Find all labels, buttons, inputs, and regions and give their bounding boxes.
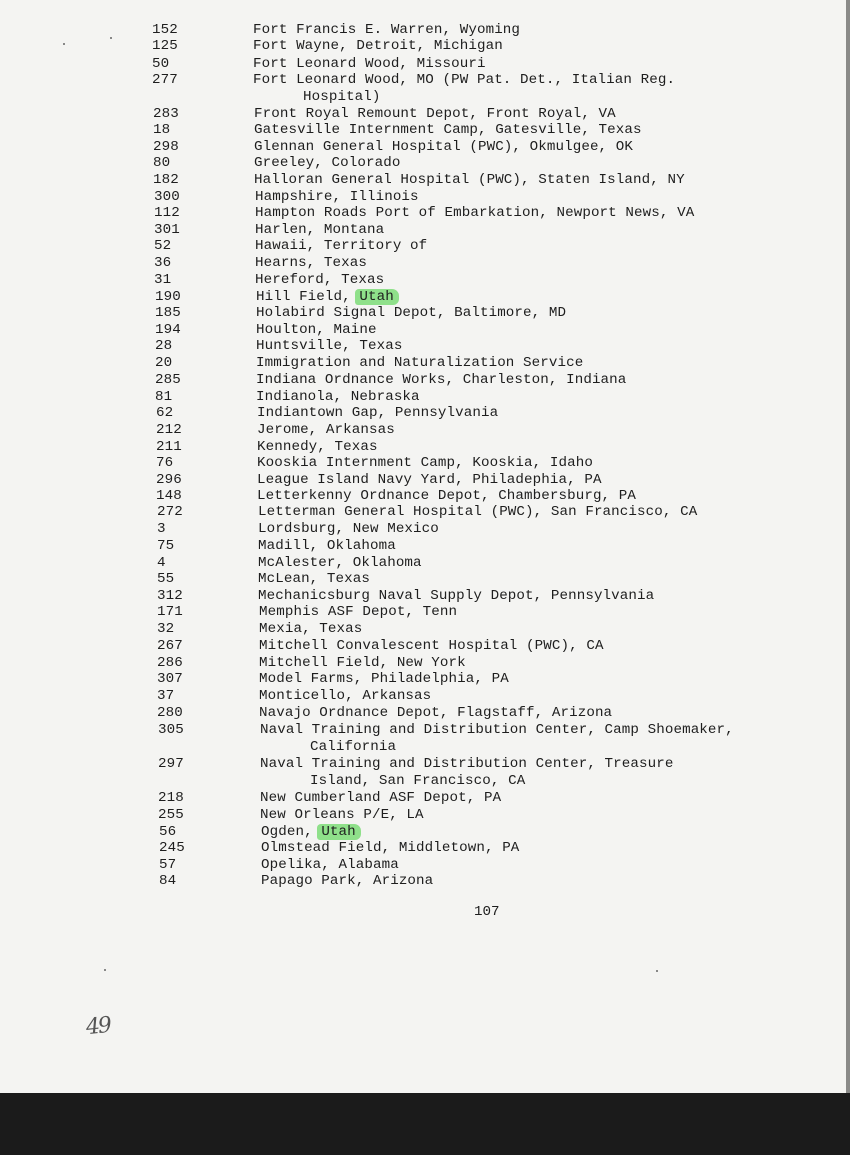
entry-location-text: Letterman General Hospital (PWC), San Francisco, CA: [258, 504, 698, 520]
entry-location: [254, 106, 616, 123]
entry-location: [258, 521, 439, 538]
entry-location-text: Gatesville Internment Camp, Gatesville, Texas: [254, 122, 642, 138]
entry-location: [258, 571, 370, 588]
entry-location-text: Fort Leonard Wood, Missouri: [253, 56, 486, 72]
entry-code: 52: [154, 238, 172, 254]
entry-location-text: Front Royal Remount Depot, Front Royal, VA: [254, 106, 616, 122]
entry-code: 245: [159, 840, 185, 856]
entry-code: 285: [155, 372, 181, 388]
entry-location: [255, 205, 694, 222]
entry-code: 112: [154, 205, 180, 221]
entry-location: [259, 705, 612, 722]
entry-location: [258, 555, 422, 572]
entry-code: 194: [155, 322, 181, 338]
entry-location: [260, 807, 424, 824]
entry-code: 62: [156, 405, 174, 421]
entry-code: 18: [153, 122, 171, 138]
entry-location-text: Opelika, Alabama: [261, 857, 399, 873]
entry-location: [259, 688, 431, 705]
scanner-border: [0, 1093, 850, 1155]
entry-location: [254, 172, 685, 189]
entry-location-text: Mitchell Convalescent Hospital (PWC), CA: [259, 638, 604, 654]
entry-location: [253, 22, 520, 39]
entry-location-text: Naval Training and Distribution Center, Treasure: [260, 756, 674, 772]
entry-location: [255, 272, 384, 289]
scan-speck: [63, 43, 65, 45]
entry-code: 148: [156, 488, 182, 504]
entry-location-text: Navajo Ordnance Depot, Flagstaff, Arizona: [259, 705, 613, 721]
entry-code: 4: [157, 555, 166, 571]
entry-code: 300: [154, 189, 180, 205]
entry-code: 298: [153, 139, 179, 155]
entry-code: 20: [155, 355, 173, 371]
entry-code: 80: [153, 155, 171, 171]
entry-code: 56: [159, 824, 177, 840]
entry-code: 36: [154, 255, 172, 271]
entry-code: 280: [157, 705, 183, 721]
entry-code: 296: [156, 472, 182, 488]
entry-code: 218: [158, 790, 184, 806]
entry-location: [255, 222, 384, 239]
entry-location-text: Kooskia Internment Camp, Kooskia, Idaho: [257, 455, 593, 471]
entry-location: [255, 255, 367, 272]
entry-code: 185: [155, 305, 181, 321]
entry-location-text: Halloran General Hospital (PWC), Staten Island, NY: [254, 172, 685, 188]
entry-location-text: Hampton Roads Port of Embarkation, Newport News, VA: [255, 205, 695, 221]
entry-location-text: Fort Leonard Wood, MO (PW Pat. Det., Italian Reg.: [253, 72, 676, 88]
entry-location: [259, 604, 457, 621]
entry-location-text: Ogden,: [261, 824, 313, 840]
entry-location-text: Holabird Signal Depot, Baltimore, MD: [256, 305, 567, 321]
entry-location-text: New Cumberland ASF Depot, PA: [260, 790, 502, 806]
page-edge: [846, 0, 850, 1093]
entry-location: [261, 824, 361, 841]
entry-location: [259, 655, 466, 672]
entry-code: 171: [157, 604, 183, 620]
entry-location: [257, 488, 636, 505]
scan-speck: [656, 970, 658, 972]
entry-location: [257, 405, 498, 422]
page-number: 107: [474, 904, 500, 920]
entry-location: [256, 389, 420, 406]
entry-code: 277: [152, 72, 178, 88]
entry-code: 31: [154, 272, 172, 288]
entry-location-text: Harlen, Montana: [255, 222, 385, 238]
entry-location-continuation: Island, San Francisco, CA: [310, 773, 526, 789]
entry-code: 76: [156, 455, 174, 471]
entry-location: [257, 439, 378, 456]
entry-code: 301: [154, 222, 180, 238]
entry-code: 57: [159, 857, 177, 873]
entry-location-text: New Orleans P/E, LA: [260, 807, 424, 823]
entry-location-text: Memphis ASF Depot, Tenn: [259, 604, 458, 620]
entry-code: 286: [157, 655, 183, 671]
entry-code: 211: [156, 439, 182, 455]
entry-location: [257, 455, 593, 472]
entry-location: [254, 155, 400, 172]
entry-location: [255, 238, 427, 255]
entry-location: [260, 722, 734, 739]
entry-location: [256, 289, 399, 306]
scan-speck: [110, 37, 112, 39]
entry-code: 305: [158, 722, 184, 738]
entry-code: 272: [157, 504, 183, 520]
entry-location: [260, 756, 673, 773]
entry-location: [261, 840, 519, 857]
entry-code: 32: [157, 621, 175, 637]
entry-code: 37: [157, 688, 175, 704]
entry-location-text: McLean, Texas: [258, 571, 370, 587]
entry-location: [254, 139, 633, 156]
entry-location: [258, 588, 654, 605]
entry-location: [259, 671, 509, 688]
entry-location-text: League Island Navy Yard, Philadephia, PA: [257, 472, 602, 488]
list-item-continuation: [303, 89, 381, 106]
entry-location-text: Kennedy, Texas: [257, 439, 378, 455]
entry-location-text: Houlton, Maine: [256, 322, 377, 338]
entry-location-text: Hereford, Texas: [255, 272, 385, 288]
entry-code: 212: [156, 422, 182, 438]
entry-location-text: Mexia, Texas: [259, 621, 363, 637]
entry-location-text: Hearns, Texas: [255, 255, 367, 271]
entry-location-text: Hawaii, Territory of: [255, 238, 428, 254]
entry-location-text: Naval Training and Distribution Center, Camp Shoemaker,: [260, 722, 734, 738]
entry-code: 283: [153, 106, 179, 122]
entry-location-text: Olmstead Field, Middletown, PA: [261, 840, 520, 856]
entry-code: 125: [152, 38, 178, 54]
entry-location: [256, 372, 626, 389]
entry-code: 81: [155, 389, 173, 405]
entry-location: [256, 355, 583, 372]
entry-code: 55: [157, 571, 175, 587]
entry-location: [253, 72, 675, 89]
entry-location: [254, 122, 642, 139]
entry-location: [260, 790, 501, 807]
list-item-continuation: [310, 773, 525, 790]
entry-location-text: Monticello, Arkansas: [259, 688, 432, 704]
entry-code: 190: [155, 289, 181, 305]
entry-location: [257, 422, 395, 439]
entry-location-text: Model Farms, Philadelphia, PA: [259, 671, 509, 687]
entry-code: 28: [155, 338, 173, 354]
entry-code: 84: [159, 873, 177, 889]
entry-code: 182: [153, 172, 179, 188]
entry-location-text: McAlester, Oklahoma: [258, 555, 422, 571]
entry-location: [259, 621, 362, 638]
entry-location: [253, 56, 486, 73]
entry-location-text: Hampshire, Illinois: [255, 189, 419, 205]
entry-code: 50: [152, 56, 170, 72]
entry-location-continuation: California: [310, 739, 397, 755]
entry-location: [256, 338, 402, 355]
entry-location-text: Immigration and Naturalization Service: [256, 355, 584, 371]
entry-location: [258, 504, 697, 521]
entry-location: [261, 857, 399, 874]
entry-location-text: Indianola, Nebraska: [256, 389, 420, 405]
entry-location-text: Papago Park, Arizona: [261, 873, 434, 889]
scan-speck: [104, 969, 106, 971]
entry-location-text: Greeley, Colorado: [254, 155, 401, 171]
entry-location-text: Indiantown Gap, Pennsylvania: [257, 405, 499, 421]
entry-location: [257, 472, 602, 489]
entry-code: 75: [157, 538, 175, 554]
entry-location: [256, 305, 566, 322]
entry-location: [255, 189, 419, 206]
entry-location-text: Fort Wayne, Detroit, Michigan: [253, 38, 503, 54]
entry-location: [256, 322, 377, 339]
entry-location-text: Glennan General Hospital (PWC), Okmulgee, OK: [254, 139, 634, 155]
entry-code: 3: [157, 521, 166, 537]
entry-location-text: Huntsville, Texas: [256, 338, 403, 354]
entry-code: 307: [157, 671, 183, 687]
entry-location-text: Madill, Oklahoma: [258, 538, 396, 554]
entry-code: 267: [157, 638, 183, 654]
entry-location-text: Indiana Ordnance Works, Charleston, Indiana: [256, 372, 627, 388]
entry-location: [253, 38, 503, 55]
entry-location-text: Letterkenny Ordnance Depot, Chambersburg, PA: [257, 488, 637, 504]
entry-code: 297: [158, 756, 184, 772]
entry-location: [259, 638, 604, 655]
entry-location-text: Lordsburg, New Mexico: [258, 521, 439, 537]
entry-location: [261, 873, 433, 890]
highlighted-state: Utah: [317, 824, 360, 840]
entry-location-continuation: Hospital): [303, 89, 381, 105]
entry-code: 255: [158, 807, 184, 823]
highlighted-state: Utah: [355, 289, 398, 305]
entry-code: 312: [157, 588, 183, 604]
entry-location-text: Jerome, Arkansas: [257, 422, 395, 438]
entry-location: [258, 538, 396, 555]
entry-location-text: Fort Francis E. Warren, Wyoming: [253, 22, 521, 38]
entry-code: 152: [152, 22, 178, 38]
entry-location-text: Mechanicsburg Naval Supply Depot, Pennsylvania: [258, 588, 655, 604]
handwritten-page-note: 49: [84, 1012, 112, 1041]
entry-location-text: Mitchell Field, New York: [259, 655, 466, 671]
list-item-continuation: [310, 739, 396, 756]
entry-location-text: Hill Field,: [256, 289, 351, 305]
